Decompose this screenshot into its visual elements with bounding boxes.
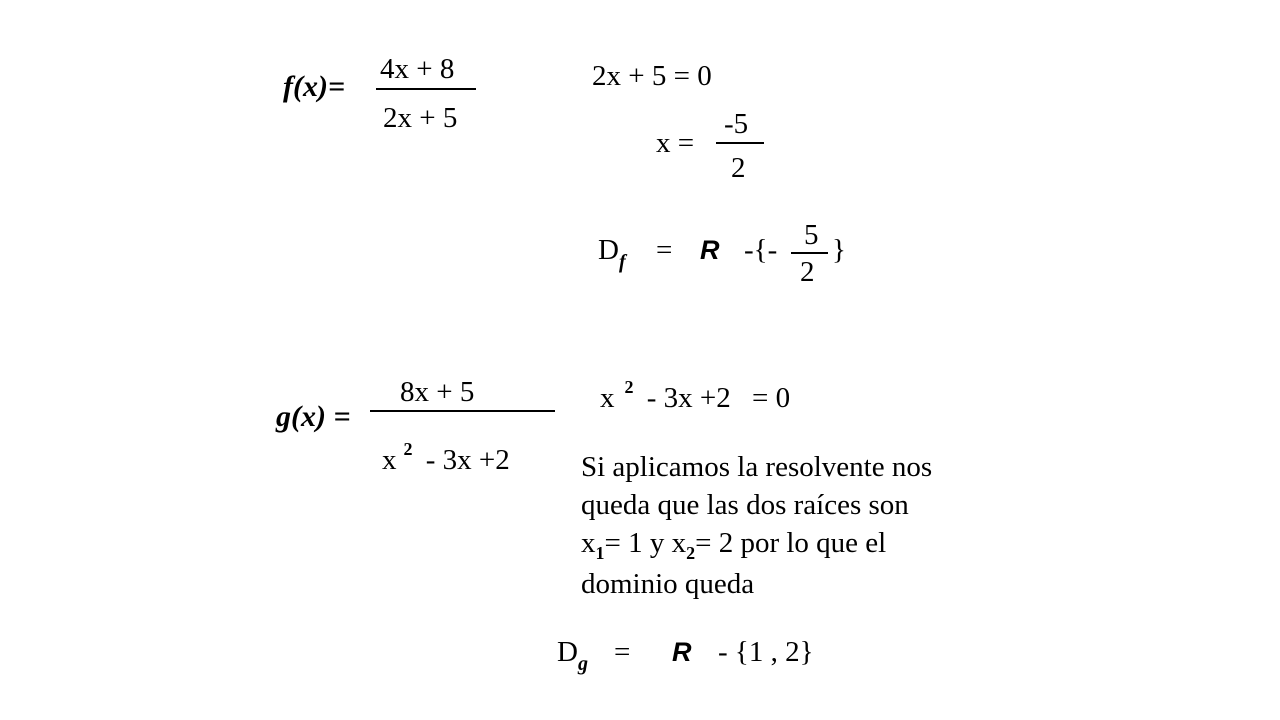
g-equation [600, 377, 791, 414]
f-domain-equals: = [656, 234, 673, 266]
g-explanation-line-3 [581, 524, 932, 565]
g-eq-rest: - 3x +2 [646, 382, 731, 414]
f-domain-subscript: f [618, 251, 626, 273]
g-den-rest: - 3x +2 [425, 444, 510, 476]
f-domain-symbol [598, 234, 626, 273]
f-function-label: f(x)= [283, 70, 346, 103]
g-domain-reals: R [672, 637, 692, 667]
f-denominator-equation: 2x + 5 = 0 [592, 60, 712, 92]
g-domain-D: D [557, 636, 578, 668]
g-fraction-bar [370, 410, 555, 412]
g-domain-subscript: g [577, 653, 588, 675]
g-eq-exponent: 2 [624, 377, 634, 397]
g-explanation-line-2: queda que las dos raíces son [581, 489, 909, 521]
f-domain-denominator: 2 [800, 256, 815, 288]
g-domain-symbol [557, 636, 588, 675]
g-root-x1: x [581, 527, 596, 559]
g-root-x2-subscript: 2 [686, 543, 696, 563]
f-domain-D: D [598, 234, 619, 266]
g-denominator [382, 439, 510, 476]
g-domain-set: - {1 , 2} [718, 636, 814, 668]
g-explanation [581, 448, 932, 603]
g-explanation-line-4: dominio queda [581, 568, 755, 600]
f-domain-fraction-bar [791, 252, 828, 254]
g-eq-x: x [600, 382, 615, 414]
f-fraction-bar [376, 88, 476, 90]
f-x-lhs: x = [656, 127, 695, 159]
g-eq-rhs: = 0 [752, 382, 791, 414]
f-domain-close: } [832, 234, 846, 266]
g-numerator: 8x + 5 [400, 376, 475, 408]
f-x-fraction-bar [716, 142, 764, 144]
g-function-label: g(x) = [276, 400, 351, 433]
f-x-denominator: 2 [731, 152, 746, 184]
g-domain-equals: = [614, 636, 631, 668]
f-numerator: 4x + 8 [380, 53, 455, 85]
g-root-x1-subscript: 1 [595, 543, 605, 563]
f-domain-open: -{- [744, 234, 778, 266]
g-root-x2-rest: = 2 por lo que el [695, 527, 887, 559]
g-root-x1-rest: = 1 y x [604, 527, 687, 559]
f-domain-reals: R [700, 235, 720, 265]
g-den-exponent: 2 [403, 439, 413, 459]
f-x-numerator: -5 [724, 108, 749, 140]
g-den-x: x [382, 444, 397, 476]
f-denominator: 2x + 5 [383, 102, 458, 134]
f-domain-numerator: 5 [804, 219, 819, 251]
g-explanation-line-1: Si aplicamos la resolvente nos [581, 451, 933, 483]
